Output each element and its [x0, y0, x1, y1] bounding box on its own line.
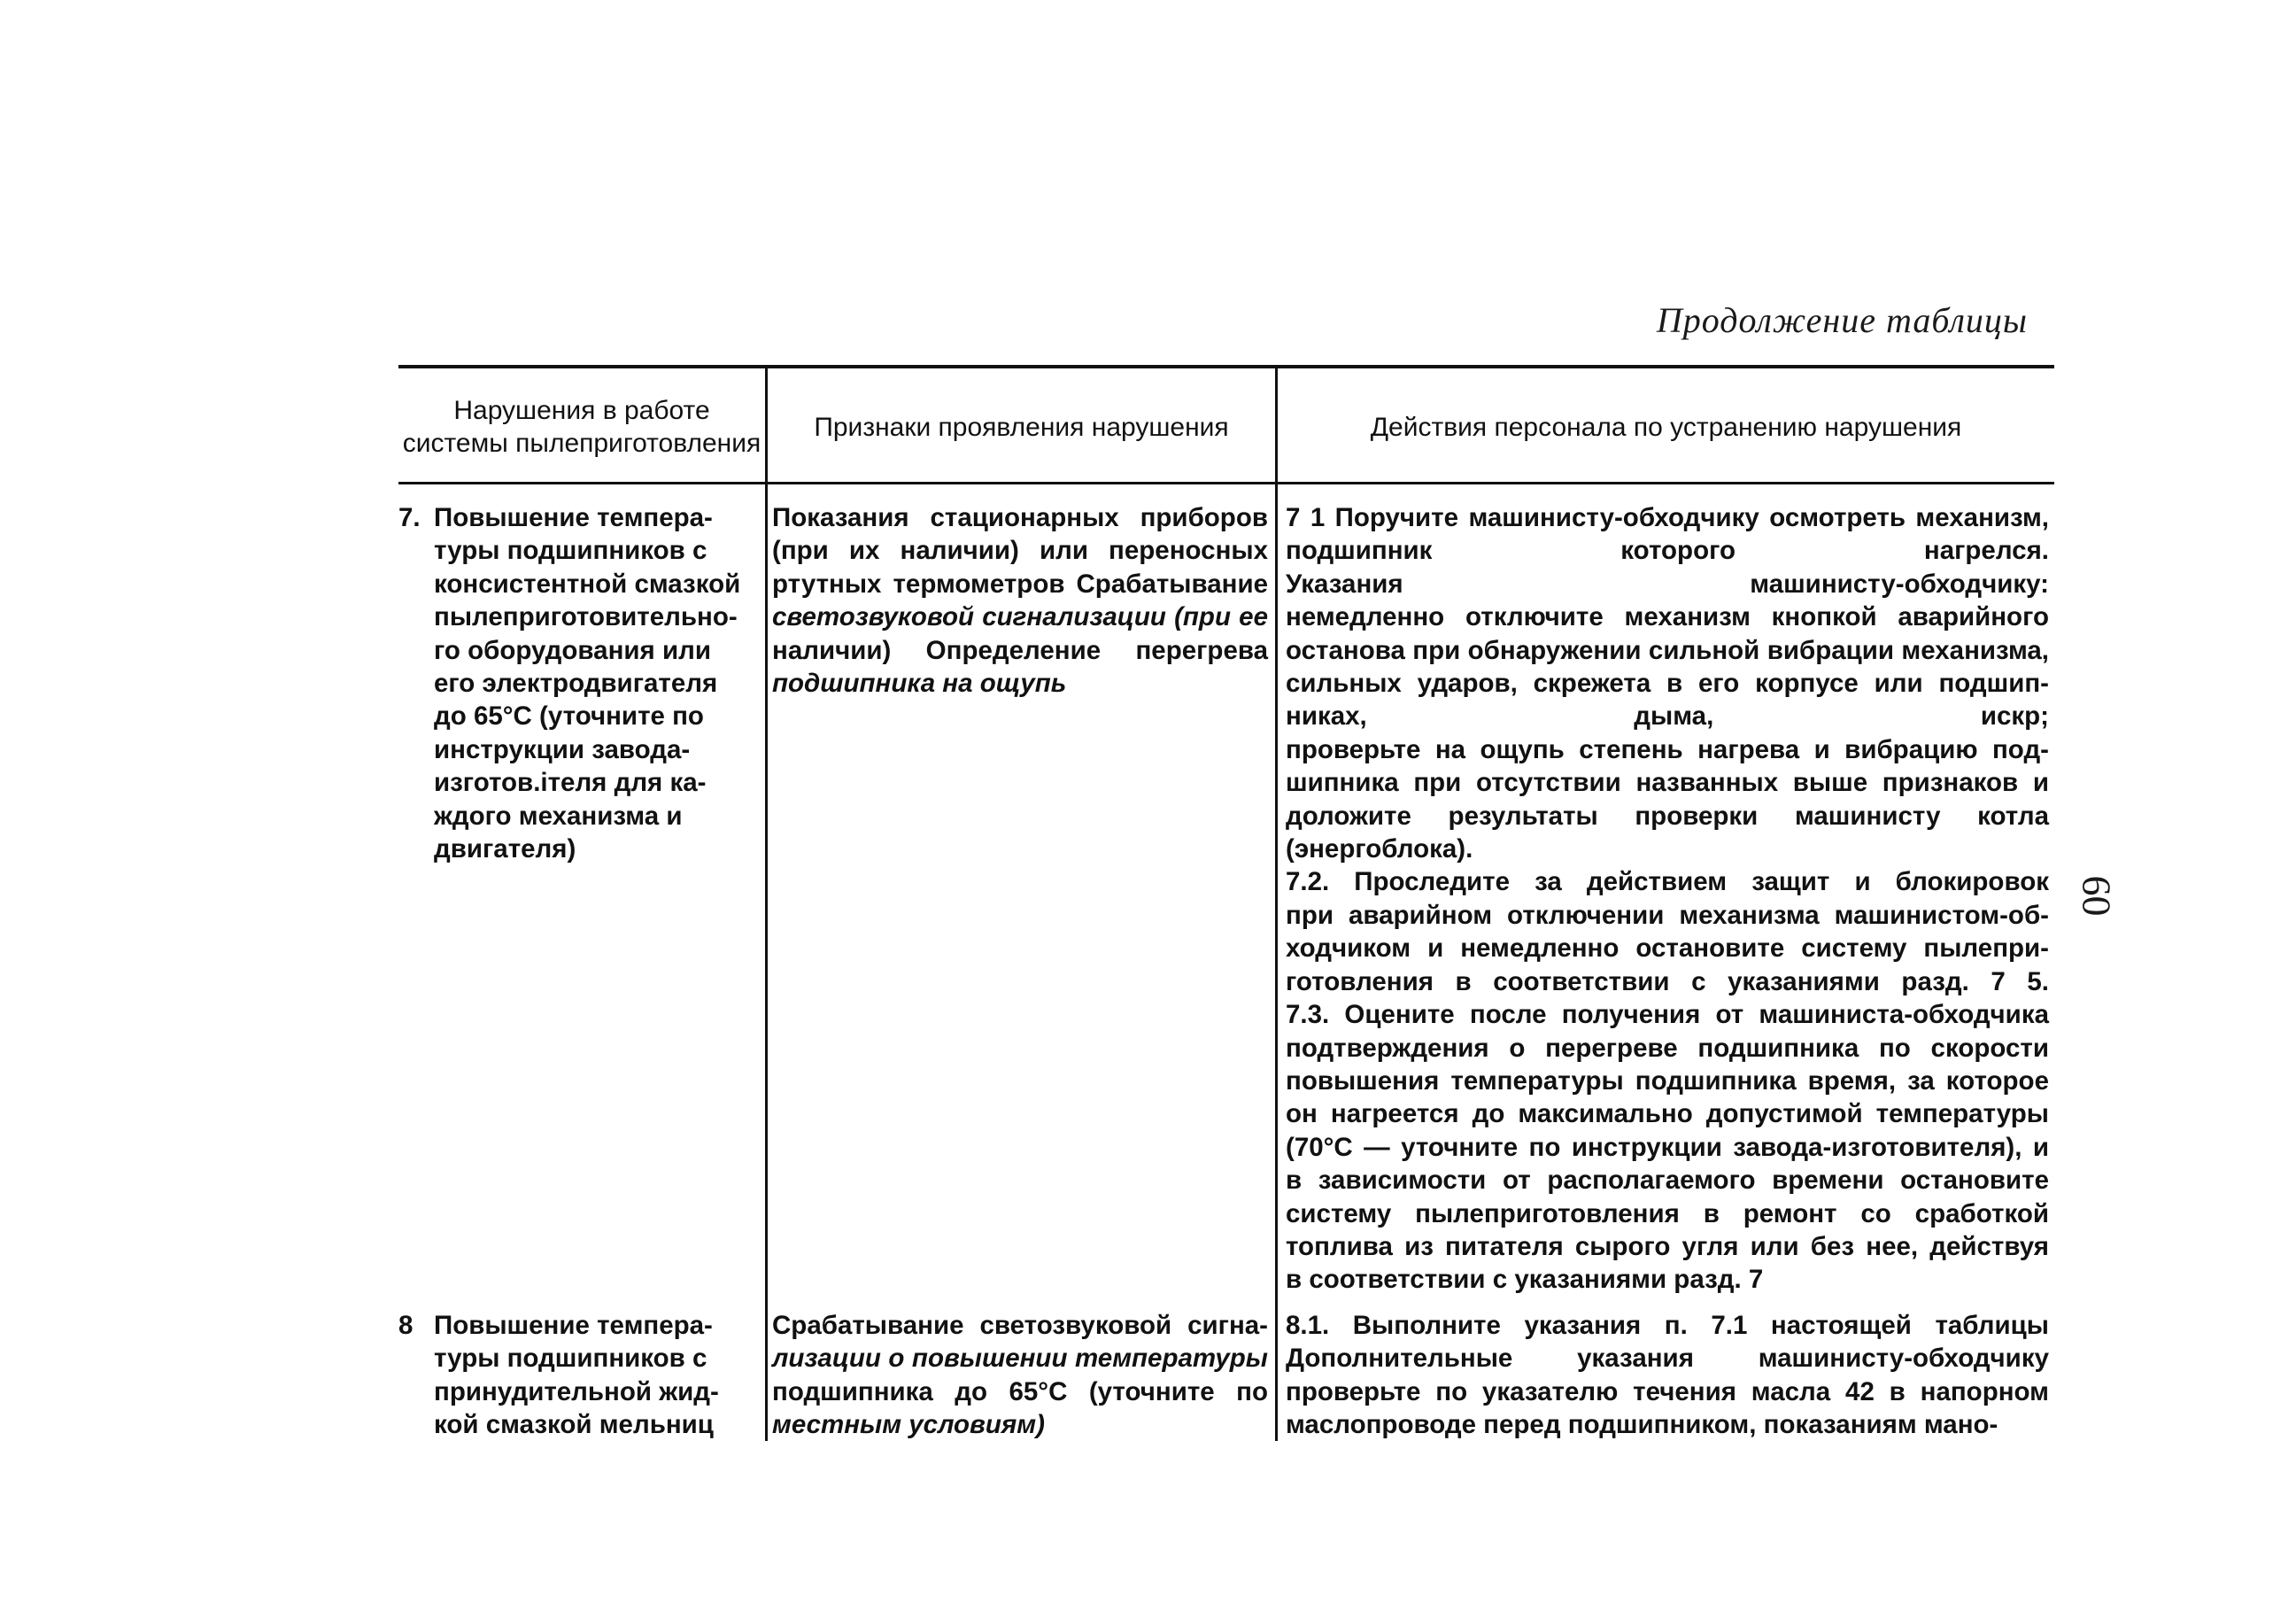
cell-text-line: подтверждения о перегреве подшипника по скорости — [1286, 1033, 2049, 1063]
cell-text-line: подшипника на ощупь — [772, 669, 1067, 699]
row-7-signs-cell — [772, 501, 1268, 700]
cell-text-line: готовления в соответствии с указаниями разд. 7 5. — [1286, 966, 2049, 996]
cell-text-line: 8.1. Выполните указания п. 7.1 настоящей таблицы — [1286, 1311, 2049, 1340]
table-top-rule — [398, 365, 2054, 368]
table-continuation-label: Продолжение таблицы — [1656, 300, 2028, 340]
cell-text-line: он нагреется до максимально допустимой температуры — [1286, 1099, 2049, 1129]
cell-text-line: принудительной жид- — [434, 1376, 719, 1406]
cell-text-line: сильных ударов, скрежета в его корпусе или подшип- — [1286, 669, 2049, 699]
cell-text-line: в зависимости от располагаемого времени остановите — [1286, 1166, 2049, 1196]
cell-text-line: светозвуковой сигнализации (при ее — [772, 602, 1268, 632]
cell-text-line: консистентной смазкой — [434, 569, 741, 599]
cell-text-line: подшипник которого нагрелся. — [1286, 536, 2049, 566]
cell-text-line: систему пылеприготовления в ремонт со сработкой — [1286, 1198, 2049, 1228]
cell-text-line: Срабатывание светозвуковой сигна- — [772, 1311, 1268, 1340]
cell-text-line: его электродвигателя — [434, 669, 718, 699]
cell-text-line: останова при обнаружении сильной вибрации механизма, — [1286, 635, 2049, 665]
cell-text-line: кой смазкой мельниц — [434, 1410, 714, 1440]
cell-text-line: туры подшипников с — [434, 536, 707, 566]
cell-text-line: топлива из питателя сырого угля или без нее, действуя — [1286, 1231, 2049, 1261]
row-8-signs-cell — [772, 1309, 1268, 1442]
cell-text-line: го оборудования или — [434, 635, 711, 665]
header-bottom-rule — [398, 482, 2054, 484]
cell-text-line: лизации о повышении температуры — [772, 1344, 1268, 1374]
cell-text-line: инструкции завода- — [434, 734, 691, 764]
row-7-violation-cell — [398, 501, 754, 865]
cell-text-line: (70°С — уточните по инструкции завода-изготовителя), и — [1286, 1132, 2049, 1162]
cell-text-line: местным условиям) — [772, 1410, 1045, 1440]
cell-text-line: никах, дыма, искр; — [1286, 701, 2049, 732]
cell-text-line: Показания стационарных приборов — [772, 503, 1268, 532]
cell-text-line: 7.2. Проследите за действием защит и блокировок — [1286, 867, 2049, 897]
row-8-violation-text — [434, 1309, 748, 1442]
column-header-violation: Нарушения в работе системы пылеприготовления — [402, 396, 761, 458]
cell-text-line: повышения температуры подшипника время, за которое — [1286, 1065, 2049, 1096]
cell-text-line: в соответствии с указаниями разд. 7 — [1286, 1265, 1764, 1295]
cell-text-line: туры подшипников с — [434, 1344, 707, 1374]
cell-text-line: подшипника до 65°С (уточните по — [772, 1376, 1268, 1406]
cell-text-line: шипника при отсутствии названных выше признаков и — [1286, 768, 2049, 798]
row-8-actions-cell — [1286, 1309, 2049, 1442]
cell-text-line: маслопроводе перед подшипником, показаниям мано- — [1286, 1410, 1998, 1440]
cell-text-line: до 65°С (уточните по — [434, 701, 704, 732]
cell-text-line: 7.3. Оцените после получения от машиниста-обходчика — [1286, 1000, 2049, 1030]
cell-text-line: Повышение темпера- — [434, 503, 713, 532]
row-7-actions-cell — [1286, 501, 2049, 1297]
cell-text-line: пылеприготовительно- — [434, 602, 738, 632]
cell-text-line: ходчиком и немедленно остановите систему пылепри- — [1286, 933, 2049, 964]
cell-text-line: проверьте по указателю течения масла 42 в напорном — [1286, 1376, 2049, 1406]
row-7-number: 7. — [398, 503, 421, 532]
cell-text-line: изготов.ітеля для ка- — [434, 768, 707, 798]
cell-text-line: Дополнительные указания машинисту-обходчику — [1286, 1344, 2049, 1374]
row-7-violation-text — [434, 501, 748, 865]
cell-text-line: Повышение темпера- — [434, 1311, 713, 1340]
cell-text-line: при аварийном отключении механизма машинистом-об- — [1286, 900, 2049, 930]
page-number: 60 — [2074, 875, 2120, 917]
cell-text-line: ртутных термометров Срабатывание — [772, 569, 1268, 599]
cell-text-line: двигателя) — [434, 834, 576, 864]
column-header-actions: Действия персонала по устранению нарушения — [1370, 412, 1962, 442]
cell-text-line: (при их наличии) или переносных — [772, 536, 1268, 566]
cell-text-line: Указания машинисту-обходчику: — [1286, 569, 2049, 599]
column-divider-2 — [1275, 365, 1278, 1441]
cell-text-line: 7 1 Поручите машинисту-обходчику осмотреть механизм, — [1286, 503, 2049, 532]
column-header-signs: Признаки проявления нарушения — [814, 412, 1229, 442]
cell-text-line: ждого механизма и — [434, 801, 683, 831]
cell-text-line: наличии) Определение перегрева — [772, 635, 1268, 665]
cell-text-line: проверьте на ощупь степень нагрева и вибрацию под- — [1286, 734, 2049, 764]
row-8-number: 8 — [398, 1311, 414, 1340]
row-8-violation-cell — [398, 1309, 754, 1442]
cell-text-line: доложите результаты проверки машинисту котла — [1286, 801, 2049, 831]
cell-text-line: немедленно отключите механизм кнопкой аварийного — [1286, 602, 2049, 632]
column-divider-1 — [765, 365, 768, 1441]
cell-text-line: (энергоблока). — [1286, 834, 1473, 864]
